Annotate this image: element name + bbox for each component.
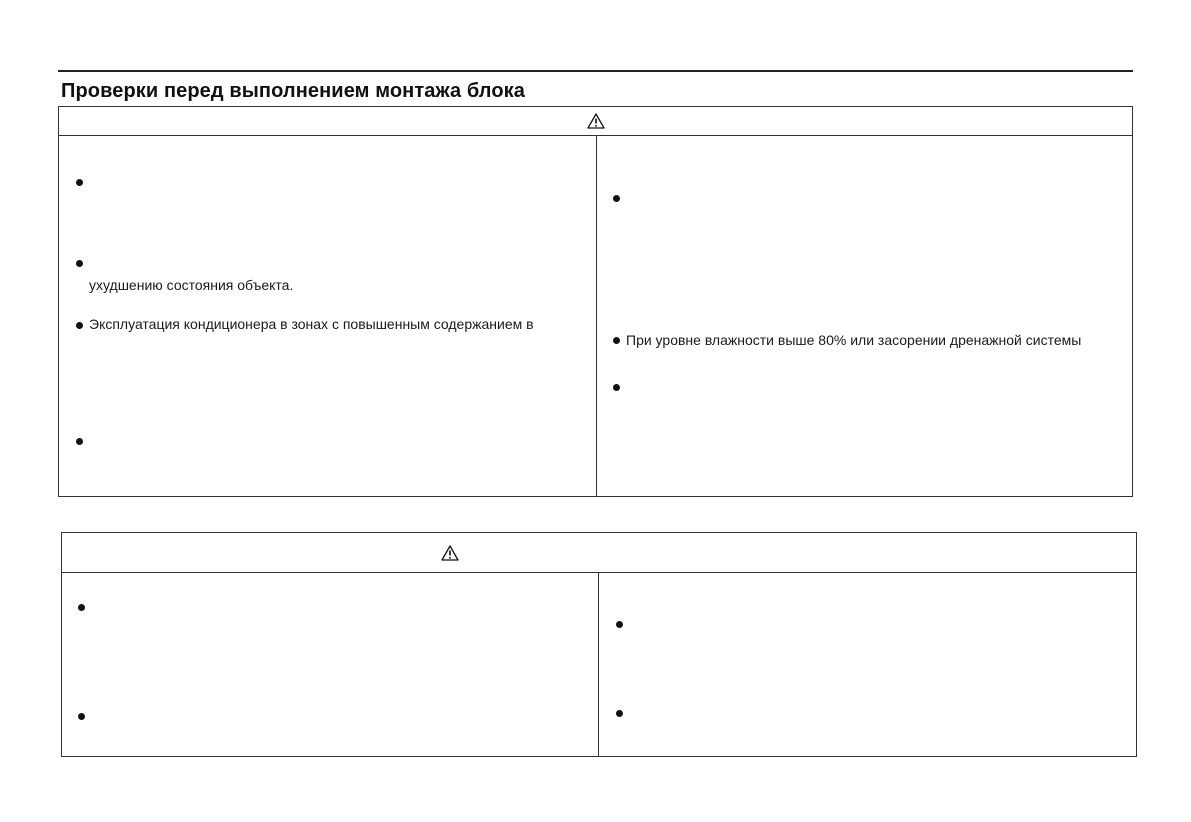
warning-left-item2-line2: ухудшению состояния объекта. (89, 277, 294, 293)
bullet (78, 713, 85, 720)
warning-triangle-icon (587, 113, 605, 129)
bullet (76, 260, 83, 267)
bullet (76, 322, 83, 329)
caution-box (61, 532, 1137, 757)
bullet (613, 337, 620, 344)
warning-box (58, 106, 1133, 497)
bullet (616, 710, 623, 717)
page-title: Проверки перед выполнением монтажа блока (61, 80, 525, 102)
bullet (76, 179, 83, 186)
caution-box-header (62, 533, 1136, 573)
bullet (76, 438, 83, 445)
bullet (613, 195, 620, 202)
warning-box-divider (596, 135, 597, 496)
warning-box-header (59, 107, 1132, 136)
bullet (78, 604, 85, 611)
bullet (613, 384, 620, 391)
warning-right-item2: При уровне влажности выше 80% или засорении дренажной системы (626, 332, 1082, 348)
bullet (616, 621, 623, 628)
top-rule (58, 70, 1133, 72)
warning-left-item3: Эксплуатация кондиционера в зонах с повышенным содержанием в (89, 316, 534, 332)
warning-triangle-icon (441, 545, 459, 561)
caution-box-divider (598, 572, 599, 756)
